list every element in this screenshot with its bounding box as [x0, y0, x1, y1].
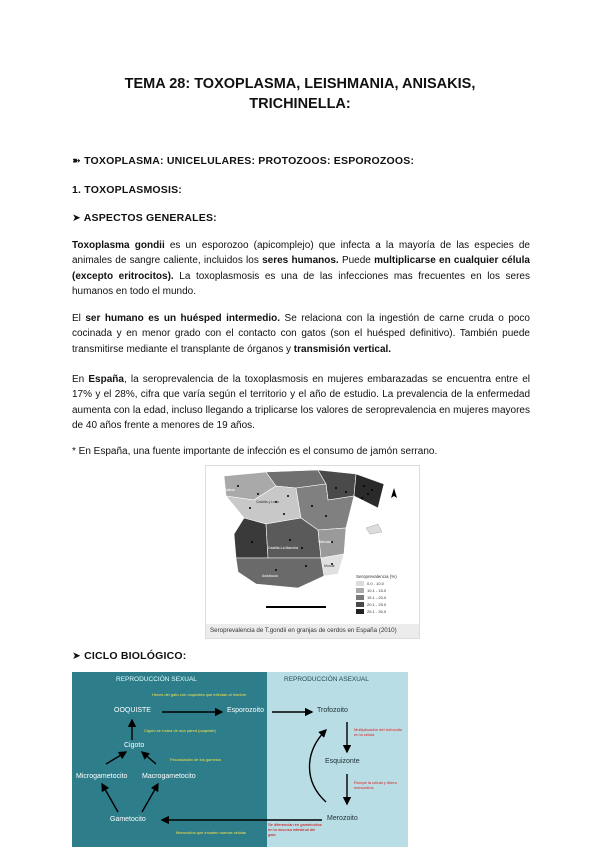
legend-label: 0.0 - 10.0: [367, 581, 384, 586]
node-macrogametocito: Macrogametocito: [142, 773, 196, 780]
map-caption: Seroprevalencia de T.gondii en granjas de cerdos en España (2010): [206, 624, 419, 638]
node-ooquiste: OOQUISTE: [114, 707, 151, 714]
heading-aspectos-generales: ➤ ASPECTOS GENERALES:: [72, 212, 217, 224]
paragraph-huesped: [72, 311, 530, 357]
arrow-merozoito-trofozoito: [310, 730, 327, 802]
legend-entry: [356, 588, 416, 595]
text: Se relaciona con la ingestión de carne cruda o poco cocinada y en menor grado con el contacto con gatos (son el huésped definitivo). También puede transmitirse mediante el transplante de órganos y: [72, 313, 530, 355]
node-gametocito: Gametocito: [110, 816, 146, 823]
biological-cycle-diagram: [72, 672, 408, 847]
note-pared-ooquiste: Cigoto se rodea de una pared (ooquiste): [144, 728, 216, 733]
legend-swatch: [356, 581, 364, 586]
header-reproduccion-asexual: REPRODUCCIÓN ASEXUAL: [284, 676, 369, 683]
legend-entry: [356, 609, 416, 616]
label-castilla-la-mancha: Castilla-La Mancha: [268, 546, 298, 550]
node-microgametocito: Microgametocito: [76, 773, 128, 780]
bold-text: Toxoplasma gondii: [72, 240, 165, 251]
node-esporozoito: Esporozoito: [227, 707, 264, 714]
label-andalucia: Andalucía: [262, 574, 278, 578]
bold-text: transmisión vertical.: [293, 343, 392, 355]
legend-entry: [356, 602, 416, 609]
note-diferencian-gametocitos: Se diferencian en gametocitos en la mucosa intestinal del gato: [268, 822, 322, 837]
text: Puede: [338, 255, 375, 267]
paragraph-espana: [72, 372, 530, 433]
legend-label: 15.1 - 20.0: [367, 595, 387, 600]
bold-text: seres humanos.: [262, 255, 339, 267]
note-jamon: * En España, una fuente importante de infección es el consumo de jamón serrano.: [72, 446, 438, 457]
node-merozoito: Merozoito: [327, 815, 358, 822]
arrow-micro-cigoto: [106, 752, 126, 764]
note-rompe-celula: Rompe la célula y libera merozoitos: [354, 780, 397, 790]
title-line-2: TRICHINELLA:: [249, 96, 351, 112]
arrow-macro-cigoto: [142, 752, 156, 764]
note-fecundacion: Fecundación de los gametos: [170, 757, 222, 762]
title-line-1: TEMA 28: TOXOPLASMA, LEISHMANIA, ANISAKIS,: [124, 76, 476, 92]
legend-swatch: [356, 588, 364, 593]
scale-bar: [266, 606, 326, 608]
label-murcia: Murcia: [324, 564, 335, 568]
header-reproduccion-sexual: REPRODUCCIÓN SEXUAL: [116, 676, 197, 683]
legend-label: 20.1 - 25.0: [367, 602, 387, 607]
arrow-gametocito-micro: [102, 784, 118, 812]
bold-text: ser humano es un huésped intermedio.: [85, 313, 281, 324]
legend-entry: [356, 581, 416, 588]
legend-swatch: [356, 602, 364, 607]
legend-swatch: [356, 609, 364, 614]
paragraph-toxoplasma-gondii: [72, 238, 530, 299]
bold-text: España: [88, 374, 124, 385]
page-title: [60, 74, 540, 114]
note-merozoitos-invaden: Merozoitos que invaden nuevas células: [176, 830, 247, 835]
legend-entry: [356, 595, 416, 602]
legend-title: Seroprevalencia (%): [356, 574, 397, 579]
heading-toxoplasma: ➽ TOXOPLASMA: UNICELULARES: PROTOZOOS: ESPOROZOOS:: [72, 155, 415, 167]
bold-text: multiplicarse en cualquier célula (excepto eritrocitos).: [72, 255, 530, 282]
label-galicia: Galicia: [224, 488, 235, 492]
text: , la seroprevalencia de la toxoplasmosis en mujeres embarazadas se encuentra entre el 17% y el 28%, cifra que varía según el territorio y el año de estudio. La prevalencia de la enfermedad aumenta con la edad, incluso llegando a triplicarse los valores de seroprevalencia en mujeres mayores de 40 años frente a menores de 19 años.: [72, 374, 530, 431]
legend-swatch: [356, 595, 364, 600]
legend-label: 25.1 - 30.0: [367, 609, 387, 614]
note-heces-gato: Heces del gato con ooquistes que infectan al hombre: [152, 692, 247, 697]
text: El: [72, 313, 86, 324]
node-cigoto: Cigoto: [124, 742, 145, 749]
node-esquizonte: Esquizonte: [325, 758, 360, 765]
text: es un esporozoo (apicomplejo) que infecta a la mayoría de las especies de animales de sangre caliente, incluidos los: [72, 240, 530, 267]
note-multiplicacion: Multiplicación del trofozoito en la célula: [354, 727, 403, 737]
label-castilla-leon: Castilla y León: [256, 500, 279, 504]
text: La toxoplasmosis es una de las infecciones mas frecuentes en los seres humanos en todo el mundo.: [72, 270, 530, 297]
arrow-gametocito-macro: [142, 784, 158, 812]
heading-ciclo-biologico: ➤ CICLO BIOLÓGICO:: [72, 650, 187, 662]
heading-toxoplasmosis: 1. TOXOPLASMOSIS:: [72, 184, 182, 196]
spain-seroprevalence-map: [205, 465, 420, 639]
node-trofozoito: Trofozoito: [317, 707, 348, 714]
label-valencia: Valencia: [318, 540, 332, 544]
legend-label: 10.1 - 15.0: [367, 588, 387, 593]
text: En: [72, 374, 89, 385]
